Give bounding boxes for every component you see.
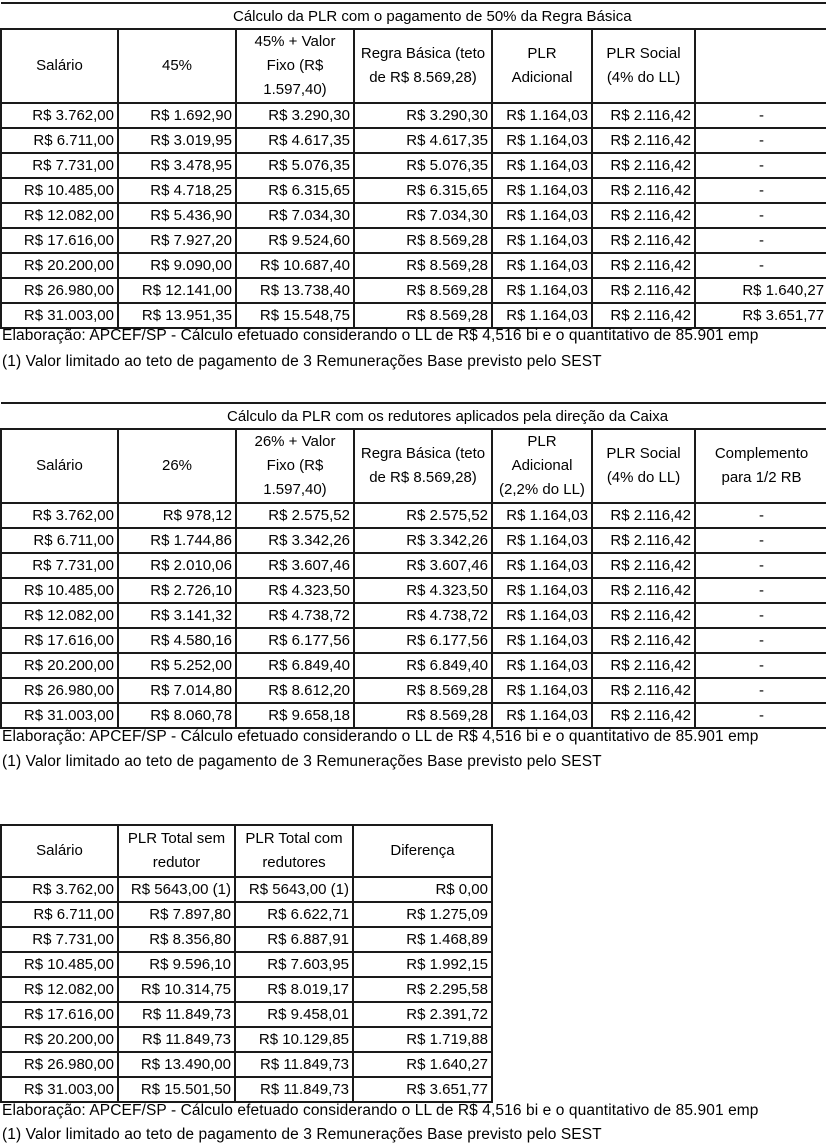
header-complemento bbox=[695, 29, 826, 103]
table-cell: - bbox=[695, 153, 826, 178]
table-cell: R$ 1.640,27 bbox=[695, 278, 826, 303]
table-cell: R$ 9.524,60 bbox=[236, 228, 354, 253]
table-cell: R$ 26.980,00 bbox=[1, 678, 118, 703]
table-cell: R$ 1.164,03 bbox=[492, 678, 592, 703]
table-row bbox=[1, 1052, 492, 1077]
table-cell: - bbox=[695, 128, 826, 153]
table-cell: R$ 6.849,40 bbox=[236, 653, 354, 678]
table-cell: R$ 8.569,28 bbox=[354, 253, 492, 278]
table1-note-limite: (1) Valor limitado ao teto de pagamento de 3 Remunerações Base previsto pelo SEST bbox=[2, 353, 602, 370]
table-cell: R$ 7.034,30 bbox=[236, 203, 354, 228]
table1-header-row bbox=[1, 29, 826, 103]
table-cell: R$ 3.607,46 bbox=[236, 553, 354, 578]
table-cell: R$ 12.082,00 bbox=[1, 977, 118, 1002]
plr-comparison-table bbox=[0, 824, 493, 1103]
table-cell: R$ 0,00 bbox=[353, 877, 492, 902]
table-cell: R$ 1.164,03 bbox=[492, 628, 592, 653]
table-cell: R$ 13.738,40 bbox=[236, 278, 354, 303]
table-cell: R$ 17.616,00 bbox=[1, 628, 118, 653]
table3-header-row bbox=[1, 825, 492, 877]
table1-note-elaboracao: Elaboração: APCEF/SP - Cálculo efetuado considerando o LL de R$ 4,516 bi e o quantitativo de 85.901 emp bbox=[2, 327, 759, 344]
table-cell: R$ 7.731,00 bbox=[1, 927, 118, 952]
table-cell: R$ 2.116,42 bbox=[592, 203, 695, 228]
table-cell: R$ 17.616,00 bbox=[1, 1002, 118, 1027]
table-cell: R$ 10.687,40 bbox=[236, 253, 354, 278]
table-cell: R$ 8.569,28 bbox=[354, 228, 492, 253]
table-cell: R$ 20.200,00 bbox=[1, 653, 118, 678]
table-cell: R$ 1.164,03 bbox=[492, 653, 592, 678]
header-percent: 45% bbox=[118, 29, 236, 103]
table-cell: R$ 4.718,25 bbox=[118, 178, 236, 203]
header-complemento: Complemento para 1/2 RB bbox=[695, 429, 826, 503]
table-row bbox=[1, 653, 826, 678]
table-row bbox=[1, 503, 826, 528]
header-salario: Salário bbox=[1, 29, 118, 103]
table-cell: R$ 26.980,00 bbox=[1, 278, 118, 303]
table-cell: R$ 2.116,42 bbox=[592, 678, 695, 703]
table-row bbox=[1, 628, 826, 653]
table-row bbox=[1, 927, 492, 952]
table1-body bbox=[1, 103, 826, 328]
table-cell: - bbox=[695, 253, 826, 278]
table-cell: R$ 2.116,42 bbox=[592, 178, 695, 203]
table3-body bbox=[1, 877, 492, 1102]
table-cell: R$ 2.116,42 bbox=[592, 628, 695, 653]
table-cell: - bbox=[695, 553, 826, 578]
table1-title: Cálculo da PLR com o pagamento de 50% da Regra Básica bbox=[1, 3, 826, 29]
table-cell: R$ 1.164,03 bbox=[492, 303, 592, 328]
table-cell: R$ 2.116,42 bbox=[592, 503, 695, 528]
table-cell: - bbox=[695, 653, 826, 678]
table-cell: R$ 2.295,58 bbox=[353, 977, 492, 1002]
table-cell: R$ 1.744,86 bbox=[118, 528, 236, 553]
table-cell: R$ 1.468,89 bbox=[353, 927, 492, 952]
table-cell: R$ 2.116,42 bbox=[592, 528, 695, 553]
table-cell: R$ 2.116,42 bbox=[592, 103, 695, 128]
table-cell: R$ 3.290,30 bbox=[236, 103, 354, 128]
table-cell: R$ 5.076,35 bbox=[354, 153, 492, 178]
table-cell: R$ 6.622,71 bbox=[235, 902, 353, 927]
table-cell: - bbox=[695, 578, 826, 603]
table-cell: R$ 12.082,00 bbox=[1, 203, 118, 228]
table-cell: - bbox=[695, 603, 826, 628]
table-cell: R$ 3.290,30 bbox=[354, 103, 492, 128]
table-cell: R$ 15.548,75 bbox=[236, 303, 354, 328]
table-row bbox=[1, 952, 492, 977]
table-cell: R$ 11.849,73 bbox=[118, 1027, 235, 1052]
table-cell: R$ 8.060,78 bbox=[118, 703, 236, 728]
table-cell: R$ 3.762,00 bbox=[1, 103, 118, 128]
table-row bbox=[1, 553, 826, 578]
table-cell: R$ 13.951,35 bbox=[118, 303, 236, 328]
table-cell: R$ 15.501,50 bbox=[118, 1077, 235, 1102]
table-cell: R$ 1.164,03 bbox=[492, 553, 592, 578]
table-cell: R$ 1.164,03 bbox=[492, 253, 592, 278]
table-cell: R$ 31.003,00 bbox=[1, 703, 118, 728]
table-cell: R$ 1.164,03 bbox=[492, 503, 592, 528]
table-cell: R$ 2.116,42 bbox=[592, 128, 695, 153]
table-row bbox=[1, 977, 492, 1002]
header-plr-total-sem-redutor: PLR Total sem redutor bbox=[118, 825, 235, 877]
header-plr-adicional: PLR Adicional (2,2% do LL) bbox=[492, 429, 592, 503]
table-row bbox=[1, 203, 826, 228]
header-valor-fixo: 45% + Valor Fixo (R$ 1.597,40) bbox=[236, 29, 354, 103]
table-row bbox=[1, 603, 826, 628]
table-cell: R$ 6.711,00 bbox=[1, 128, 118, 153]
table2-header-row bbox=[1, 429, 826, 503]
table-cell: R$ 1.164,03 bbox=[492, 528, 592, 553]
table-cell: R$ 1.164,03 bbox=[492, 128, 592, 153]
table-row bbox=[1, 178, 826, 203]
table-cell: R$ 7.897,80 bbox=[118, 902, 235, 927]
table-row bbox=[1, 678, 826, 703]
header-regra-basica: Regra Básica (teto de R$ 8.569,28) bbox=[354, 429, 492, 503]
table2-title: Cálculo da PLR com os redutores aplicados pela direção da Caixa bbox=[1, 403, 826, 429]
table-cell: R$ 5.252,00 bbox=[118, 653, 236, 678]
table-row bbox=[1, 153, 826, 178]
table-cell: R$ 31.003,00 bbox=[1, 303, 118, 328]
table-cell: R$ 20.200,00 bbox=[1, 253, 118, 278]
table-cell: R$ 31.003,00 bbox=[1, 1077, 118, 1102]
table-cell: R$ 6.177,56 bbox=[354, 628, 492, 653]
table-cell: R$ 11.849,73 bbox=[235, 1077, 353, 1102]
header-plr-social: PLR Social (4% do LL) bbox=[592, 29, 695, 103]
table-cell: R$ 13.490,00 bbox=[118, 1052, 235, 1077]
table-cell: R$ 3.762,00 bbox=[1, 877, 118, 902]
table-cell: R$ 17.616,00 bbox=[1, 228, 118, 253]
table-cell: R$ 2.116,42 bbox=[592, 228, 695, 253]
table-cell: R$ 2.010,06 bbox=[118, 553, 236, 578]
table-cell: R$ 7.731,00 bbox=[1, 153, 118, 178]
table-cell: R$ 20.200,00 bbox=[1, 1027, 118, 1052]
table-cell: R$ 3.478,95 bbox=[118, 153, 236, 178]
table-cell: R$ 1.164,03 bbox=[492, 103, 592, 128]
table-cell: R$ 1.164,03 bbox=[492, 178, 592, 203]
table-cell: R$ 8.569,28 bbox=[354, 703, 492, 728]
table-cell: - bbox=[695, 678, 826, 703]
table-cell: R$ 2.116,42 bbox=[592, 278, 695, 303]
table-cell: R$ 8.569,28 bbox=[354, 678, 492, 703]
table-cell: R$ 6.177,56 bbox=[236, 628, 354, 653]
table-cell: R$ 1.164,03 bbox=[492, 153, 592, 178]
table-cell: R$ 8.019,17 bbox=[235, 977, 353, 1002]
header-plr-social: PLR Social (4% do LL) bbox=[592, 429, 695, 503]
table-cell: R$ 10.129,85 bbox=[235, 1027, 353, 1052]
table-cell: R$ 1.164,03 bbox=[492, 203, 592, 228]
table-cell: R$ 7.603,95 bbox=[235, 952, 353, 977]
table-cell: R$ 4.738,72 bbox=[236, 603, 354, 628]
header-plr-total-com-redutores: PLR Total com redutores bbox=[235, 825, 353, 877]
table-cell: R$ 3.762,00 bbox=[1, 503, 118, 528]
table-cell: R$ 6.711,00 bbox=[1, 902, 118, 927]
table2-body bbox=[1, 503, 826, 728]
table-cell: R$ 2.726,10 bbox=[118, 578, 236, 603]
header-plr-adicional: PLR Adicional bbox=[492, 29, 592, 103]
table-row bbox=[1, 1002, 492, 1027]
table2-note-elaboracao: Elaboração: APCEF/SP - Cálculo efetuado considerando o LL de R$ 4,516 bi e o quantitativo de 85.901 emp bbox=[2, 728, 759, 745]
table-cell: R$ 8.569,28 bbox=[354, 278, 492, 303]
table-cell: R$ 3.019,95 bbox=[118, 128, 236, 153]
header-percent: 26% bbox=[118, 429, 236, 503]
table-cell: R$ 11.849,73 bbox=[235, 1052, 353, 1077]
table-cell: - bbox=[695, 178, 826, 203]
table-row bbox=[1, 703, 826, 728]
table-cell: - bbox=[695, 528, 826, 553]
table-cell: R$ 5643,00 (1) bbox=[235, 877, 353, 902]
table-cell: R$ 1.164,03 bbox=[492, 228, 592, 253]
table-cell: R$ 7.034,30 bbox=[354, 203, 492, 228]
table-cell: R$ 2.116,42 bbox=[592, 603, 695, 628]
table-cell: R$ 8.569,28 bbox=[354, 303, 492, 328]
table-row bbox=[1, 228, 826, 253]
header-diferenca: Diferença bbox=[353, 825, 492, 877]
table-cell: R$ 4.323,50 bbox=[236, 578, 354, 603]
table-cell: - bbox=[695, 503, 826, 528]
table-cell: R$ 4.617,35 bbox=[354, 128, 492, 153]
table-cell: R$ 12.141,00 bbox=[118, 278, 236, 303]
table-cell: R$ 9.458,01 bbox=[235, 1002, 353, 1027]
table-cell: R$ 2.116,42 bbox=[592, 303, 695, 328]
table-cell: R$ 9.090,00 bbox=[118, 253, 236, 278]
table-cell: R$ 1.164,03 bbox=[492, 278, 592, 303]
table-cell: R$ 2.391,72 bbox=[353, 1002, 492, 1027]
table-cell: R$ 2.575,52 bbox=[354, 503, 492, 528]
table-cell: R$ 2.116,42 bbox=[592, 653, 695, 678]
table-cell: R$ 1.164,03 bbox=[492, 603, 592, 628]
table-cell: R$ 2.116,42 bbox=[592, 153, 695, 178]
table-cell: - bbox=[695, 228, 826, 253]
table-cell: R$ 2.116,42 bbox=[592, 703, 695, 728]
table3-note-elaboracao: Elaboração: APCEF/SP - Cálculo efetuado considerando o LL de R$ 4,516 bi e o quantitativo de 85.901 emp bbox=[2, 1102, 759, 1119]
table-cell: - bbox=[695, 103, 826, 128]
table-cell: R$ 10.485,00 bbox=[1, 178, 118, 203]
table-cell: R$ 1.275,09 bbox=[353, 902, 492, 927]
table-cell: R$ 7.731,00 bbox=[1, 553, 118, 578]
table-cell: R$ 6.315,65 bbox=[236, 178, 354, 203]
table-cell: - bbox=[695, 703, 826, 728]
table-cell: R$ 9.596,10 bbox=[118, 952, 235, 977]
table-cell: R$ 7.014,80 bbox=[118, 678, 236, 703]
table-cell: R$ 10.485,00 bbox=[1, 952, 118, 977]
table-cell: R$ 3.651,77 bbox=[695, 303, 826, 328]
table3-note-limite: (1) Valor limitado ao teto de pagamento de 3 Remunerações Base previsto pelo SEST bbox=[2, 1126, 602, 1143]
table-cell: R$ 1.640,27 bbox=[353, 1052, 492, 1077]
table-cell: R$ 6.711,00 bbox=[1, 528, 118, 553]
table-row bbox=[1, 103, 826, 128]
header-regra-basica: Regra Básica (teto de R$ 8.569,28) bbox=[354, 29, 492, 103]
table-cell: R$ 1.719,88 bbox=[353, 1027, 492, 1052]
table-cell: R$ 7.927,20 bbox=[118, 228, 236, 253]
header-salario: Salário bbox=[1, 825, 118, 877]
table-cell: R$ 2.116,42 bbox=[592, 553, 695, 578]
table-row bbox=[1, 578, 826, 603]
table-row bbox=[1, 278, 826, 303]
table-cell: R$ 26.980,00 bbox=[1, 1052, 118, 1077]
table-cell: R$ 6.315,65 bbox=[354, 178, 492, 203]
table-row bbox=[1, 128, 826, 153]
table-row bbox=[1, 1077, 492, 1102]
table-cell: R$ 2.116,42 bbox=[592, 253, 695, 278]
header-salario: Salário bbox=[1, 429, 118, 503]
header-valor-fixo: 26% + Valor Fixo (R$ 1.597,40) bbox=[236, 429, 354, 503]
table-cell: R$ 2.575,52 bbox=[236, 503, 354, 528]
table-cell: R$ 10.485,00 bbox=[1, 578, 118, 603]
table-cell: R$ 978,12 bbox=[118, 503, 236, 528]
table-cell: R$ 4.617,35 bbox=[236, 128, 354, 153]
table-cell: R$ 3.607,46 bbox=[354, 553, 492, 578]
table-cell: R$ 2.116,42 bbox=[592, 578, 695, 603]
table-cell: R$ 3.342,26 bbox=[354, 528, 492, 553]
table-cell: R$ 5643,00 (1) bbox=[118, 877, 235, 902]
table-cell: R$ 5.076,35 bbox=[236, 153, 354, 178]
table-row bbox=[1, 902, 492, 927]
table-cell: R$ 8.612,20 bbox=[236, 678, 354, 703]
table-cell: R$ 1.692,90 bbox=[118, 103, 236, 128]
table-row bbox=[1, 253, 826, 278]
table-cell: R$ 3.342,26 bbox=[236, 528, 354, 553]
table-cell: R$ 4.738,72 bbox=[354, 603, 492, 628]
table-cell: R$ 6.849,40 bbox=[354, 653, 492, 678]
table-cell: R$ 4.580,16 bbox=[118, 628, 236, 653]
table-cell: R$ 12.082,00 bbox=[1, 603, 118, 628]
table-cell: R$ 5.436,90 bbox=[118, 203, 236, 228]
table-cell: R$ 9.658,18 bbox=[236, 703, 354, 728]
table-cell: - bbox=[695, 203, 826, 228]
table-cell: R$ 3.651,77 bbox=[353, 1077, 492, 1102]
table-row bbox=[1, 877, 492, 902]
table-cell: R$ 1.164,03 bbox=[492, 703, 592, 728]
table-cell: R$ 8.356,80 bbox=[118, 927, 235, 952]
table-cell: R$ 4.323,50 bbox=[354, 578, 492, 603]
table-cell: - bbox=[695, 628, 826, 653]
table-row bbox=[1, 303, 826, 328]
table-cell: R$ 11.849,73 bbox=[118, 1002, 235, 1027]
table-cell: R$ 3.141,32 bbox=[118, 603, 236, 628]
table2-note-limite: (1) Valor limitado ao teto de pagamento de 3 Remunerações Base previsto pelo SEST bbox=[2, 753, 602, 770]
table-cell: R$ 1.164,03 bbox=[492, 578, 592, 603]
table-row bbox=[1, 528, 826, 553]
table-cell: R$ 6.887,91 bbox=[235, 927, 353, 952]
plr-redutores-table bbox=[0, 402, 826, 729]
table-row bbox=[1, 1027, 492, 1052]
plr-50-percent-table bbox=[0, 2, 826, 329]
table-cell: R$ 10.314,75 bbox=[118, 977, 235, 1002]
table-cell: R$ 1.992,15 bbox=[353, 952, 492, 977]
